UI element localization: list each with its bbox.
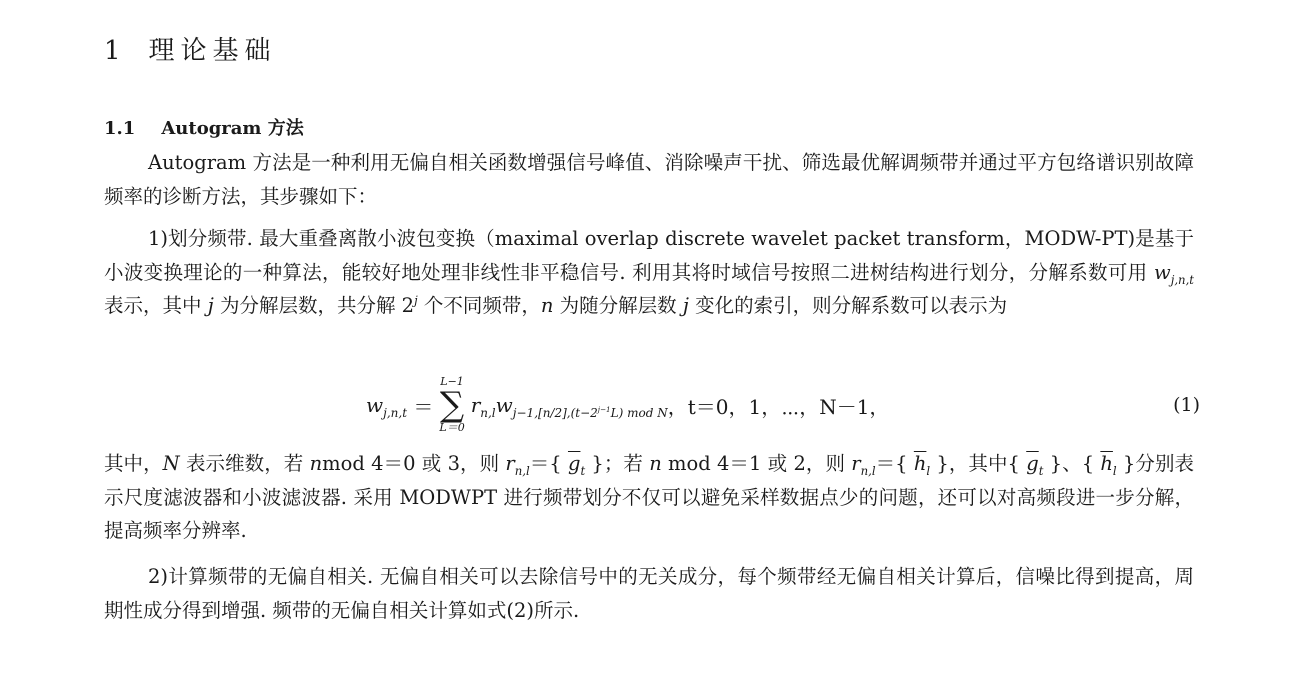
text-span: ；若	[603, 452, 650, 475]
text-span: ，其中	[948, 452, 1008, 475]
math-g-set: { $\overline{g}_t$ }	[1007, 452, 1063, 478]
text-span: 1)划分频带. 最大重叠离散小波包变换（maximal overlap discrete wavelet packet transform，MODW-PT)是基于小波变换理论的一种算法，能较好地处理非线性非平稳信号. 利用其将时域信号按照二进树结构进行划分，分解系数可用	[104, 227, 1194, 284]
eq-r-term: $r_{n,l}w_{j-1,[n/2],(t-2^{j-1}L) mod N}$	[470, 393, 668, 420]
equation-1	[360, 374, 1200, 436]
math-h-set: ＝{ $\overline{h}_l$ }	[875, 452, 949, 478]
text-span: mod 4＝0 或 3，则	[322, 452, 506, 475]
subsection-heading	[104, 114, 304, 140]
eq-equals: ＝	[407, 394, 434, 419]
math-g-set: ＝{ $\overline{g}_t$ }	[529, 452, 604, 478]
sum-operator	[439, 376, 464, 434]
text-span: 、	[1062, 452, 1082, 475]
paragraph-step-1	[104, 222, 1194, 323]
section-heading	[104, 30, 277, 67]
sum-lower-limit: L＝0	[439, 421, 465, 434]
equation-number: (1)	[1173, 394, 1200, 416]
math-r: $r_{n,l}$	[505, 452, 530, 478]
math-w: $w_{j,n,t}$	[1154, 260, 1194, 287]
math-r: $r_{n,l}$	[851, 452, 876, 478]
math-j: j	[207, 294, 214, 317]
equation-body	[366, 374, 889, 436]
text-span: 分别表示尺度滤波器和小波滤波器. 采用 MODWPT 进行频带划分不仅可以避免采样数据点少的问题，还可以对高频段进一步分解，提高频率分辨率.	[104, 452, 1195, 542]
math-n: n	[309, 452, 323, 475]
eq-lhs: $w_{j,n,t}$	[366, 393, 408, 420]
text-span: 其中，	[104, 452, 163, 475]
text-span: 变化的索引，则分解系数可以表示为	[688, 294, 1008, 317]
paragraph-step-2: 2)计算频带的无偏自相关. 无偏自相关可以去除信号中的无关成分，每个频带经无偏自相关计算后，信噪比得到提高，周期性成分得到增强. 频带的无偏自相关计算如式(2)所示.	[104, 565, 1194, 622]
eq-tail: ，t＝0，1，⋯，N－1，	[667, 394, 890, 419]
text-span: 为分解层数，共分解	[213, 294, 402, 317]
text-span: 表示维数，若	[179, 452, 310, 475]
math-j: j	[682, 294, 689, 317]
text-span: 为随分解层数	[553, 294, 683, 317]
math-h-set: { $\overline{h}_l$ }	[1081, 452, 1136, 478]
math-N: N	[162, 452, 180, 475]
paragraph-intro: Autogram 方法是一种利用无偏自相关函数增强信号峰值、消除噪声干扰、筛选最优解调频带并通过平方包络谱识别故障频率的诊断方法，其步骤如下：	[104, 151, 1194, 208]
paragraph-where	[104, 447, 1194, 548]
subsection-number: 1.1	[104, 118, 136, 139]
section-number: 1	[104, 36, 127, 66]
math-n: n	[649, 452, 662, 475]
math-n: n	[540, 294, 554, 317]
text-span: mod 4＝1 或 2，则	[661, 452, 852, 475]
section-title: 理论基础	[148, 36, 277, 66]
text-span: 表示，其中	[104, 294, 208, 317]
text-span: 个不同频带，	[417, 294, 541, 317]
math-2j: 2$^j$	[401, 293, 418, 317]
sigma-symbol: ∑	[439, 385, 465, 425]
subsection-title: Autogram 方法	[161, 118, 304, 139]
sum-upper-limit: L−1	[440, 375, 464, 388]
